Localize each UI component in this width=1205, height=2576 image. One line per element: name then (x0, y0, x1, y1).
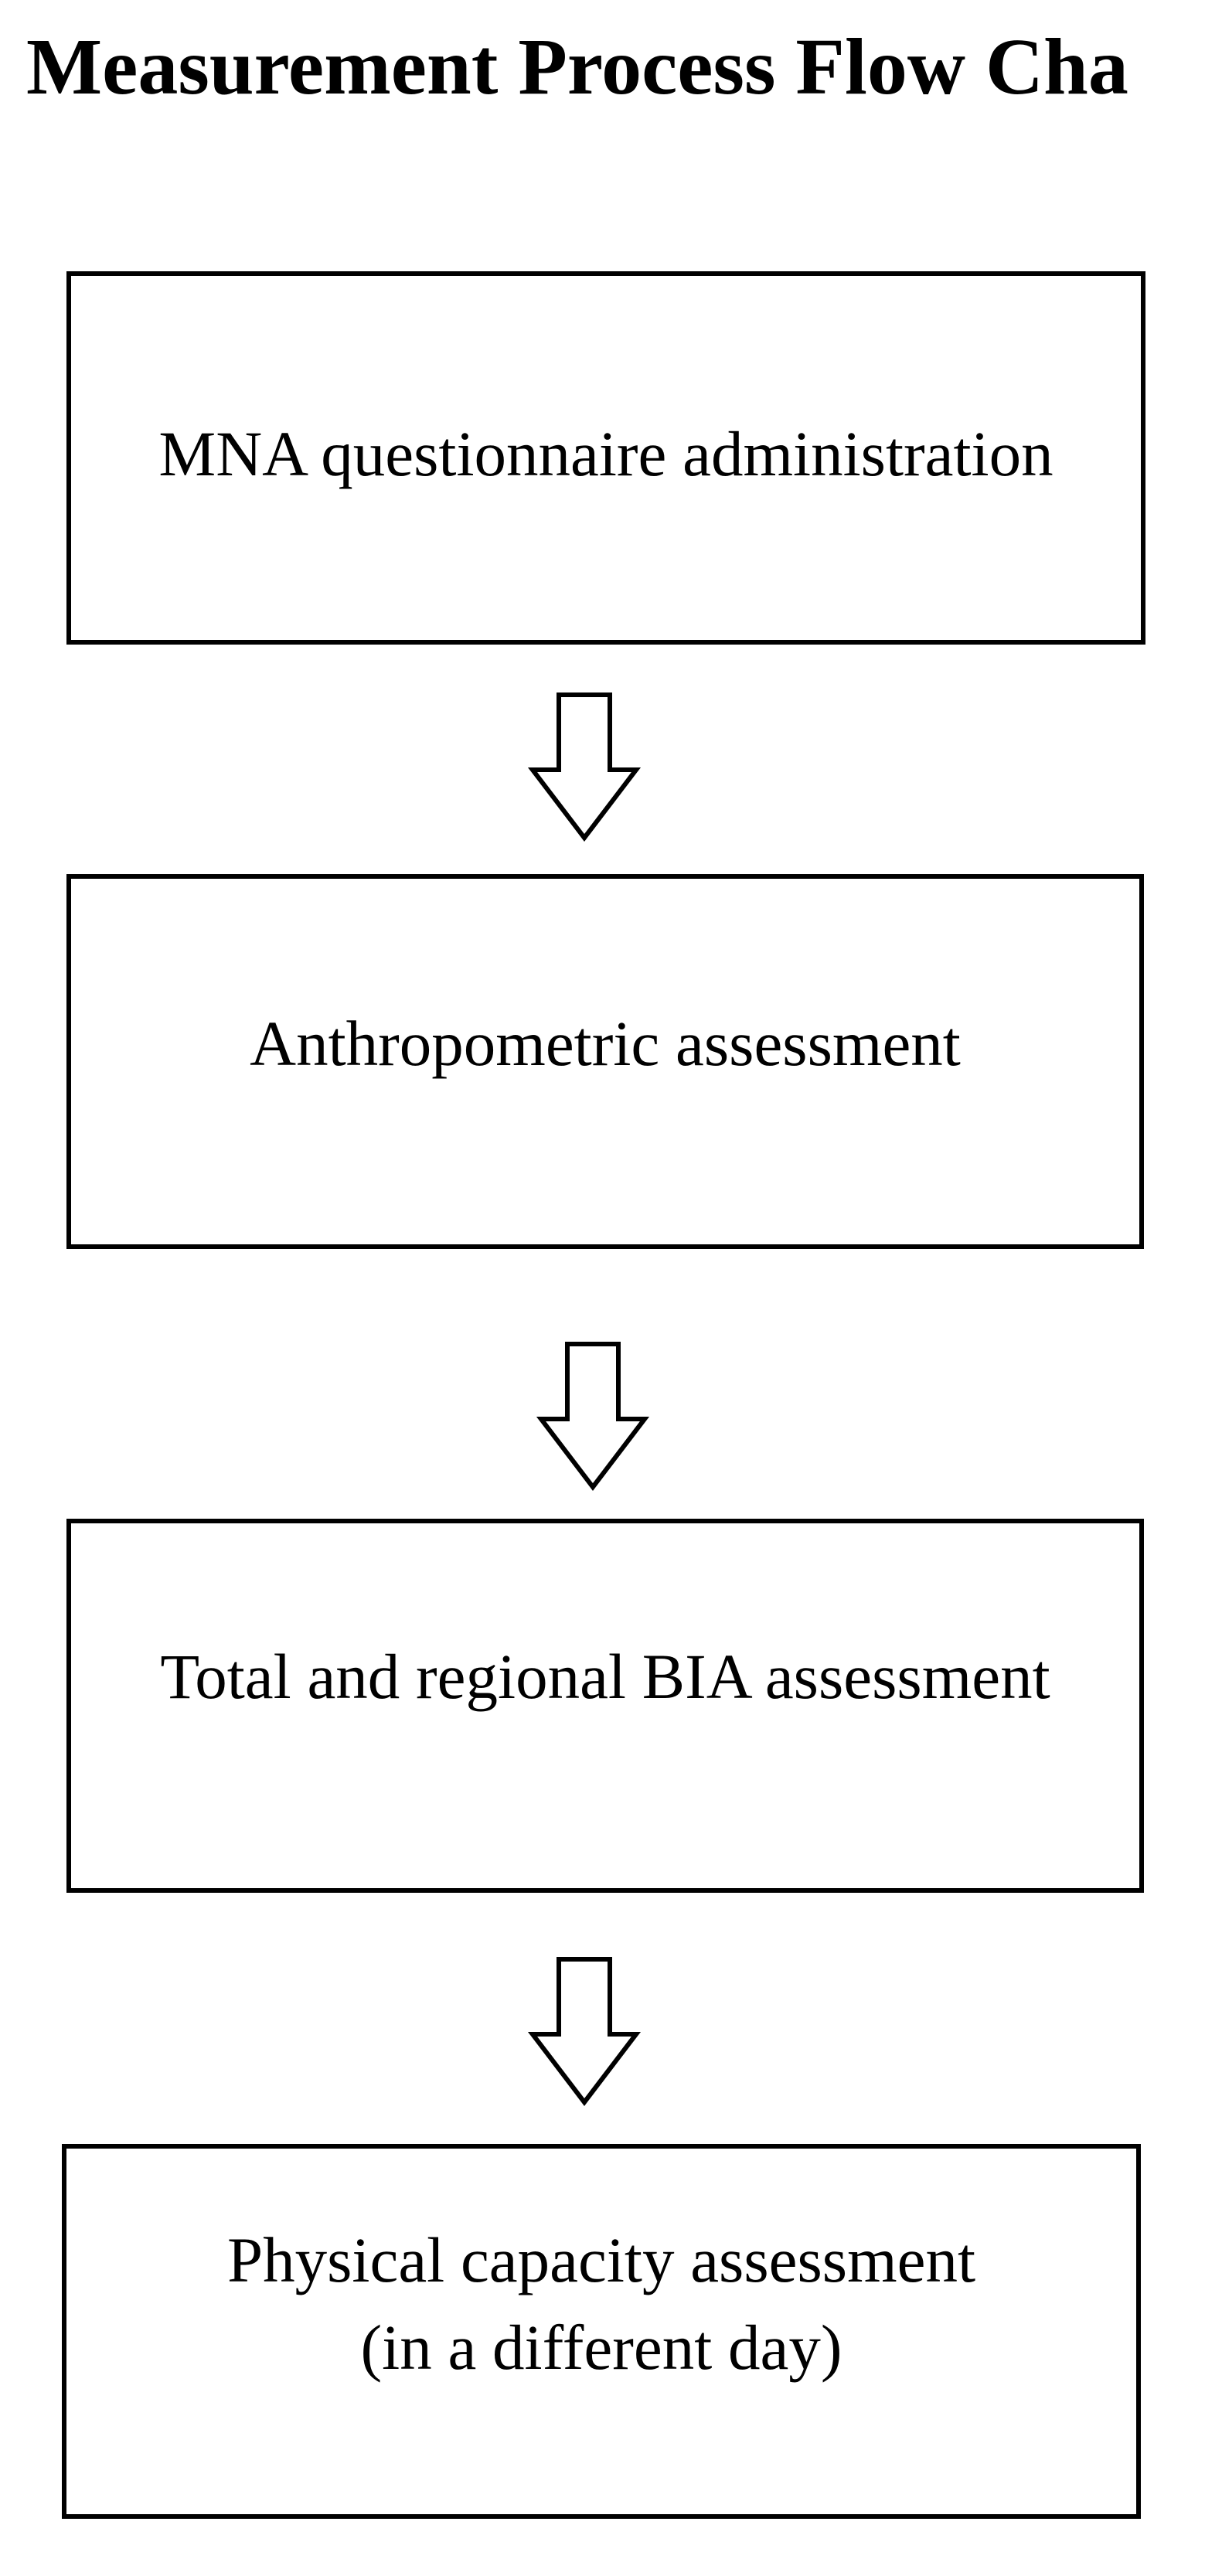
step-label: MNA questionnaire administration (158, 418, 1054, 489)
step-box-physical-capacity (62, 2144, 1141, 2519)
step-label-line2: (in a different day) (360, 2312, 842, 2383)
down-arrow-icon (530, 692, 638, 841)
down-arrow-icon (539, 1342, 647, 1490)
step-label: Anthropometric assessment (250, 1008, 961, 1079)
step-label: Total and regional BIA assessment (160, 1641, 1050, 1712)
step-label-line1: Physical capacity assessment (226, 2224, 976, 2295)
step-box-anthropometric (66, 874, 1144, 1249)
down-arrow-icon (530, 1957, 638, 2105)
step-box-bia (66, 1519, 1144, 1893)
diagram-title: Measurement Process Flow Cha (26, 22, 1128, 111)
step-box-mna-questionnaire (66, 271, 1145, 645)
